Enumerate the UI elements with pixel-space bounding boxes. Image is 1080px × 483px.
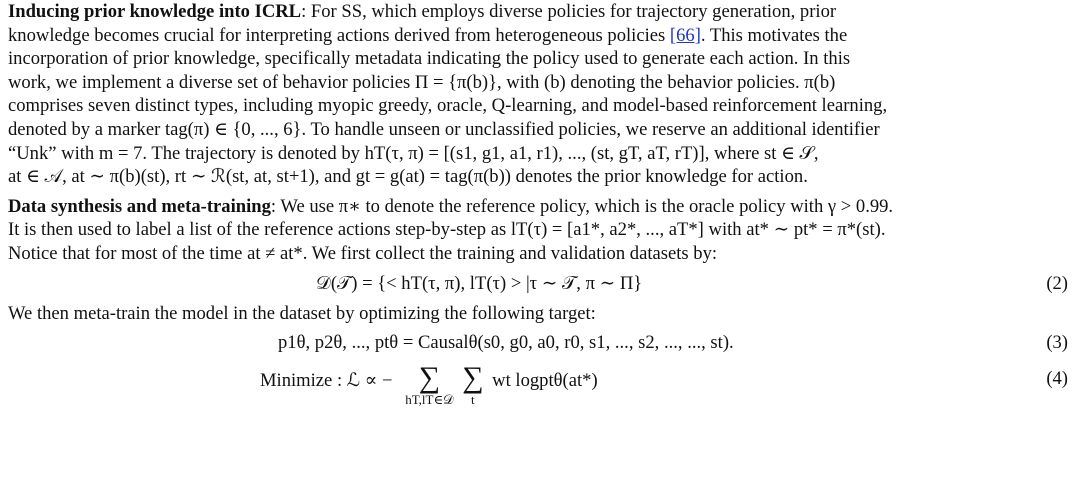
line: work, we implement a diverse set of behavior policies Π = {π(b)}, with (b) denoting the behavior policies. π(b) [8,71,836,93]
line: Notice that for most of the time at ≠ at*. We first collect the training and validation datasets by: [8,242,718,264]
summation-subscript: t [471,392,475,408]
equation-4 [8,361,1068,417]
summation-subscript: hT,lT∈𝒟 [405,392,454,408]
line: “Unk” with m = 7. The trajectory is denoted by hT(τ, π) = [(s1, g1, a1, r1), ..., (st, gT, aT, rT)], where st ∈ 𝒮, [8,142,819,164]
equation-number: (3) [1046,332,1068,354]
equation-number: (4) [1046,368,1068,390]
line: comprises seven distinct types, including myopic greedy, oracle, Q-learning, and model-based reinforcement learning, [8,95,888,117]
line [8,0,1068,24]
text: . This motivates the [700,24,848,46]
equation-3 [8,325,1068,361]
equation-2 [8,266,1068,302]
line: We then meta-train the model in the dataset by optimizing the following target: [8,302,596,324]
line [8,24,1068,48]
paragraph-meta-train [8,302,1068,326]
paragraph-heading: Inducing prior knowledge into ICRL [8,1,302,22]
paragraph-prior-knowledge [8,0,1068,189]
summation [462,363,483,407]
line: It is then used to label a list of the reference actions step-by-step as lT(τ) = [a1*, a2*, ..., aT*] with at* ∼ pt* = π*(st). [8,219,886,241]
text: knowledge becomes crucial for interpreting actions derived from heterogeneous policies [8,24,670,46]
equation-rhs: wt logptθ(at*) [492,370,598,392]
sigma-symbol: ∑ [462,361,484,395]
line: denoted by a marker tag(π) ∈ {0, ..., 6}. To handle unseen or unclassified policies, we reserve an additional identifier [8,118,880,140]
text: : We use π∗ to denote the reference policy, which is the oracle policy with γ > 0.99. [270,195,894,217]
summation [405,363,453,407]
paragraph-heading: Data synthesis and meta-training [8,195,271,217]
citation-link[interactable]: [66] [669,24,701,46]
line [8,195,1068,219]
line: incorporation of prior knowledge, specifically metadata indicating the policy used to generate each action. In this [8,48,851,70]
equation-body: 𝒟(𝒯) = {< hT(τ, π), lT(τ) > |τ ∼ 𝒯, π ∼ Π} [316,272,643,294]
text: : For SS, which employs diverse policies for trajectory generation, prior [301,1,837,22]
equation-number: (2) [1046,272,1068,294]
line: at ∈ 𝒜, at ∼ π(b)(st), rt ∼ ℛ(st, at, st+1), and gt = g(at) = tag(π(b)) denotes the prior knowledge for action. [8,166,808,188]
equation-lhs: Minimize : ℒ ∝ − [260,370,393,392]
equation-body [260,363,598,407]
equation-body: p1θ, p2θ, ..., ptθ = Causalθ(s0, g0, a0, r0, s1, ..., s2, ..., ..., st). [278,332,734,354]
paragraph-data-synthesis [8,195,1068,266]
sigma-symbol: ∑ [418,361,441,395]
